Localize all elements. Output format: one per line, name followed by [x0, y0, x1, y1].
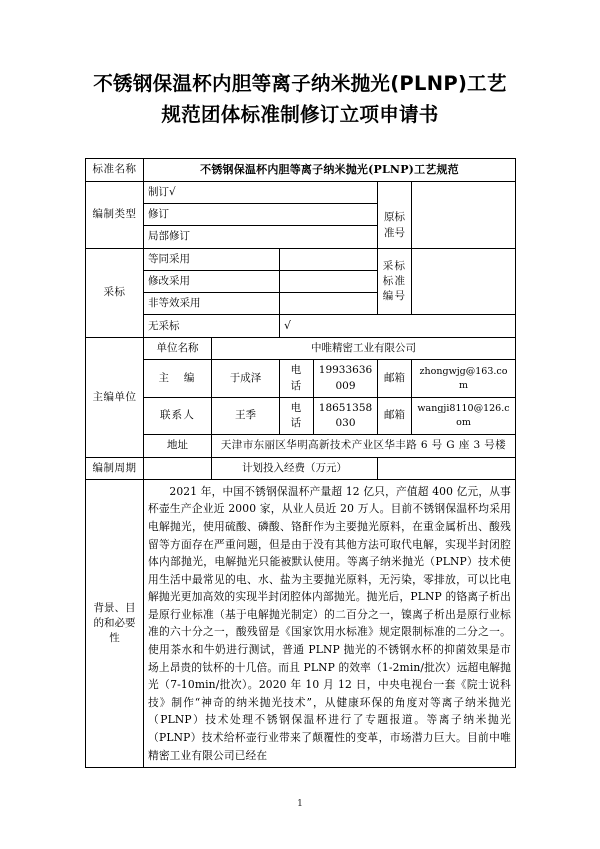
contact-name[interactable]: 王季	[212, 397, 280, 434]
adoption-option-wucaibiao[interactable]: 无采标	[144, 315, 280, 338]
original-std-no-value[interactable]	[412, 181, 516, 248]
cycle-label: 编制周期	[86, 457, 144, 479]
compile-type-option-zhiding-label: 制订	[148, 185, 169, 198]
cycle-value[interactable]	[144, 457, 212, 479]
compile-type-option-zhiding[interactable]	[144, 181, 378, 203]
table-row-unit-name	[86, 338, 516, 360]
table-row-contact	[86, 397, 516, 434]
address-label: 地址	[144, 435, 212, 457]
table-row-address	[86, 435, 516, 457]
adoption-label: 采标	[86, 248, 144, 338]
chief-editor-name[interactable]: 于成泽	[212, 360, 280, 397]
adoption-option-wucaibiao-check[interactable]: √	[280, 315, 516, 338]
compile-type-option-jubuxiuding[interactable]	[144, 226, 378, 248]
adoption-option-dengtong-check[interactable]	[280, 248, 378, 270]
contact-phone[interactable]: 18651358030	[314, 397, 378, 434]
background-text: 2021 年，中国不锈钢保温杯产量超 12 亿只，产值超 400 亿元，从事杯壶生产企业近 2000 家，从业人员近 20 万人。目前不锈钢保温杯均采用电解抛光，使用硫酸、磷酸、铬酐作为主要抛光原料，在重金属析出、酸残留等方面存在严重问题，但是由于没有其他方法可取代电解，实现半封闭腔体内部抛光，电解抛光只能被默认使用。等离子纳米抛光（PLNP）技术使用生活中最常见的电、水、盐为主要抛光原料，无污染，零排放，可以比电解抛光更加高效的实现半封闭腔体内部抛光。抛光后，PLNP 的铬离子析出是原行业标准（基于电解抛光制定）的二百分之一，镍离子析出是原行业标准的六十分之一，酸残留是《国家饮用水标准》规定限制标准的二分之一。使用茶水和牛奶进行测试，普通 PLNP 抛光的不锈钢水杯的抑菌效果是市场上昂贵的钛杯的十几倍。而且 PLNP 的效率（1-2min/批次）远超电解抛光（7-10min/批次）。2020 年 10 月 12 日，中央电视台一套《院士说科技》制作“神奇的纳米抛光技术”，从健康环保的角度对等离子纳米抛光（PLNP）技术处理不锈钢保温杯进行了专题报道。等离子纳米抛光（PLNP）技术给杯壶行业带来了颠覆性的变革，市场潜力巨大。目前中唯精密工业有限公司已经在	[148, 484, 511, 762]
original-std-no-spacer-top	[378, 181, 412, 203]
standard-name-label: 标准名称	[86, 159, 144, 182]
adoption-std-no-label: 采标标准编号	[378, 248, 412, 315]
contact-email[interactable]: wangji8110@126.com	[412, 397, 516, 434]
contact-label: 联系人	[144, 397, 212, 434]
table-row-background	[86, 479, 516, 768]
table-row-adoption-4	[86, 315, 516, 338]
table-row-standard-name	[86, 159, 516, 182]
table-row-adoption-1	[86, 248, 516, 270]
adoption-option-feidengxiao-check[interactable]	[280, 293, 378, 315]
compile-type-option-zhiding-check: √	[169, 185, 176, 198]
compile-type-option-jubuxiuding-label: 局部修订	[148, 230, 190, 243]
contact-phone-label: 电 话	[280, 397, 314, 434]
chief-editor-phone-label: 电 话	[280, 360, 314, 397]
adoption-option-feidengxiao[interactable]: 非等效采用	[144, 293, 280, 315]
contact-email-label: 邮箱	[378, 397, 412, 434]
budget-label: 计划投入经费（万元）	[212, 457, 378, 479]
compile-type-label: 编制类型	[86, 181, 144, 248]
standard-name-value: 不锈钢保温杯内胆等离子纳米抛光(PLNP)工艺规范	[144, 159, 516, 182]
table-row-chief-editor	[86, 360, 516, 397]
page-number: 1	[297, 799, 303, 809]
table-row-compile-type-1	[86, 181, 516, 203]
chief-editor-label: 主 编	[144, 360, 212, 397]
budget-value[interactable]	[378, 457, 516, 479]
adoption-option-dengtong[interactable]: 等同采用	[144, 248, 280, 270]
unit-name-label: 单位名称	[144, 338, 212, 360]
compile-type-option-xiuding[interactable]	[144, 204, 378, 226]
adoption-option-xiugai[interactable]: 修改采用	[144, 270, 280, 292]
application-form-table	[85, 158, 516, 768]
page-title-line-1: 不锈钢保温杯内胆等离子纳米抛光(PLNP)工艺	[93, 72, 507, 95]
background-label: 背景、目的和必要性	[86, 479, 144, 768]
chief-editor-phone[interactable]: 19933636009	[314, 360, 378, 397]
adoption-option-xiugai-check[interactable]	[280, 270, 378, 292]
unit-name-value[interactable]: 中唯精密工业有限公司	[212, 338, 516, 360]
application-form-table-wrapper	[85, 130, 515, 768]
address-value[interactable]: 天津市东丽区华明高新技术产业区华丰路 6 号 G 座 3 号楼	[212, 435, 516, 457]
compile-type-option-xiuding-label: 修订	[148, 208, 169, 221]
original-std-no-label: 原标准号	[378, 204, 412, 248]
main-unit-label: 主编单位	[86, 338, 144, 457]
chief-editor-email-label: 邮箱	[378, 360, 412, 397]
page-footer	[0, 799, 600, 809]
table-row-cycle	[86, 457, 516, 479]
page-title-line-2: 规范团体标准制修订立项申请书	[161, 103, 439, 126]
adoption-std-no-value[interactable]	[412, 248, 516, 315]
background-text-cell	[144, 479, 516, 768]
page-title	[0, 0, 600, 130]
chief-editor-email[interactable]: zhongwjg@163.com	[412, 360, 516, 397]
